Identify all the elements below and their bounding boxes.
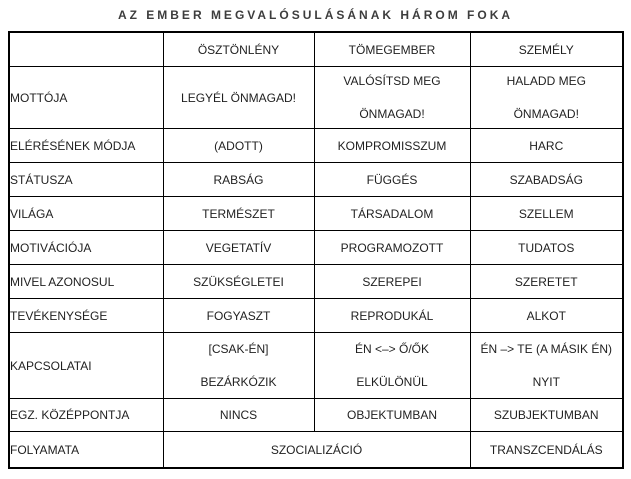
cell-text: HALADD MEG bbox=[506, 74, 586, 88]
table-row bbox=[9, 197, 623, 231]
table-cell: SZÜKSÉGLETEI bbox=[163, 265, 314, 299]
table-cell: NINCS bbox=[163, 399, 314, 432]
table-cell bbox=[470, 333, 623, 399]
table-cell: SZERETET bbox=[470, 265, 623, 299]
table-cell: TERMÉSZET bbox=[163, 197, 314, 231]
table-cell bbox=[470, 67, 623, 129]
cell-text: ÖNMAGAD! bbox=[359, 107, 425, 121]
table-cell: TRANSZCENDÁLÁS bbox=[470, 432, 623, 469]
column-header-szemely: SZEMÉLY bbox=[470, 32, 623, 67]
table-cell: HARC bbox=[470, 129, 623, 163]
row-label: ELÉRÉSÉNEK MÓDJA bbox=[9, 129, 163, 163]
table-cell: RABSÁG bbox=[163, 163, 314, 197]
cell-text: ELKÜLÖNÜL bbox=[356, 375, 428, 389]
row-label: MOTTÓJA bbox=[9, 67, 163, 129]
row-label: EGZ. KÖZÉPPONTJA bbox=[9, 399, 163, 432]
cell-text: NYIT bbox=[532, 375, 560, 389]
table-row bbox=[9, 265, 623, 299]
table-cell: PROGRAMOZOTT bbox=[314, 231, 470, 265]
header-row bbox=[9, 32, 623, 67]
table-cell: FÜGGÉS bbox=[314, 163, 470, 197]
column-header-osztonleny: ÖSZTÖNLÉNY bbox=[163, 32, 314, 67]
table-row bbox=[9, 299, 623, 333]
table-cell: KOMPROMISSZUM bbox=[314, 129, 470, 163]
table-cell-merged: SZOCIALIZÁCIÓ bbox=[163, 432, 470, 469]
table-cell: OBJEKTUMBAN bbox=[314, 399, 470, 432]
table-row bbox=[9, 163, 623, 197]
table-cell: (ADOTT) bbox=[163, 129, 314, 163]
table-cell: FOGYASZT bbox=[163, 299, 314, 333]
row-label: VILÁGA bbox=[9, 197, 163, 231]
table-row bbox=[9, 432, 623, 469]
cell-text: VALÓSÍTSD MEG bbox=[343, 74, 441, 88]
row-label: KAPCSOLATAI bbox=[9, 333, 163, 399]
table-cell: SZABADSÁG bbox=[470, 163, 623, 197]
table-cell: ALKOT bbox=[470, 299, 623, 333]
row-label: STÁTUSZA bbox=[9, 163, 163, 197]
table-cell bbox=[163, 67, 314, 129]
column-header-tomegember: TÖMEGEMBER bbox=[314, 32, 470, 67]
table-cell bbox=[163, 333, 314, 399]
row-label: FOLYAMATA bbox=[9, 432, 163, 469]
table-cell: TUDATOS bbox=[470, 231, 623, 265]
table-cell: TÁRSADALOM bbox=[314, 197, 470, 231]
cell-text: ÉN –> TE (A MÁSIK ÉN) bbox=[480, 342, 612, 356]
cell-text: ÖNMAGAD! bbox=[513, 107, 579, 121]
table-cell: REPRODUKÁL bbox=[314, 299, 470, 333]
corner-cell bbox=[9, 32, 163, 67]
table-row bbox=[9, 67, 623, 129]
table-row bbox=[9, 399, 623, 432]
table-row bbox=[9, 231, 623, 265]
table-cell: SZUBJEKTUMBAN bbox=[470, 399, 623, 432]
table-cell bbox=[314, 67, 470, 129]
cell-text: ÉN <–> Ő/ŐK bbox=[354, 342, 430, 356]
table-cell: SZELLEM bbox=[470, 197, 623, 231]
table-cell bbox=[314, 333, 470, 399]
cell-text: BEZÁRKÓZIK bbox=[200, 375, 277, 389]
row-label: MOTIVÁCIÓJA bbox=[9, 231, 163, 265]
row-label: MIVEL AZONOSUL bbox=[9, 265, 163, 299]
page-title: AZ EMBER MEGVALÓSULÁSÁNAK HÁROM FOKA bbox=[117, 8, 514, 22]
cell-text: LEGYÉL ÖNMAGAD! bbox=[181, 90, 296, 105]
table-row bbox=[9, 129, 623, 163]
table-cell: SZEREPEI bbox=[314, 265, 470, 299]
table-cell: VEGETATÍV bbox=[163, 231, 314, 265]
cell-text: [CSAK-ÉN] bbox=[208, 342, 269, 356]
row-label: TEVÉKENYSÉGE bbox=[9, 299, 163, 333]
table-row bbox=[9, 333, 623, 399]
three-stages-table bbox=[8, 31, 624, 469]
